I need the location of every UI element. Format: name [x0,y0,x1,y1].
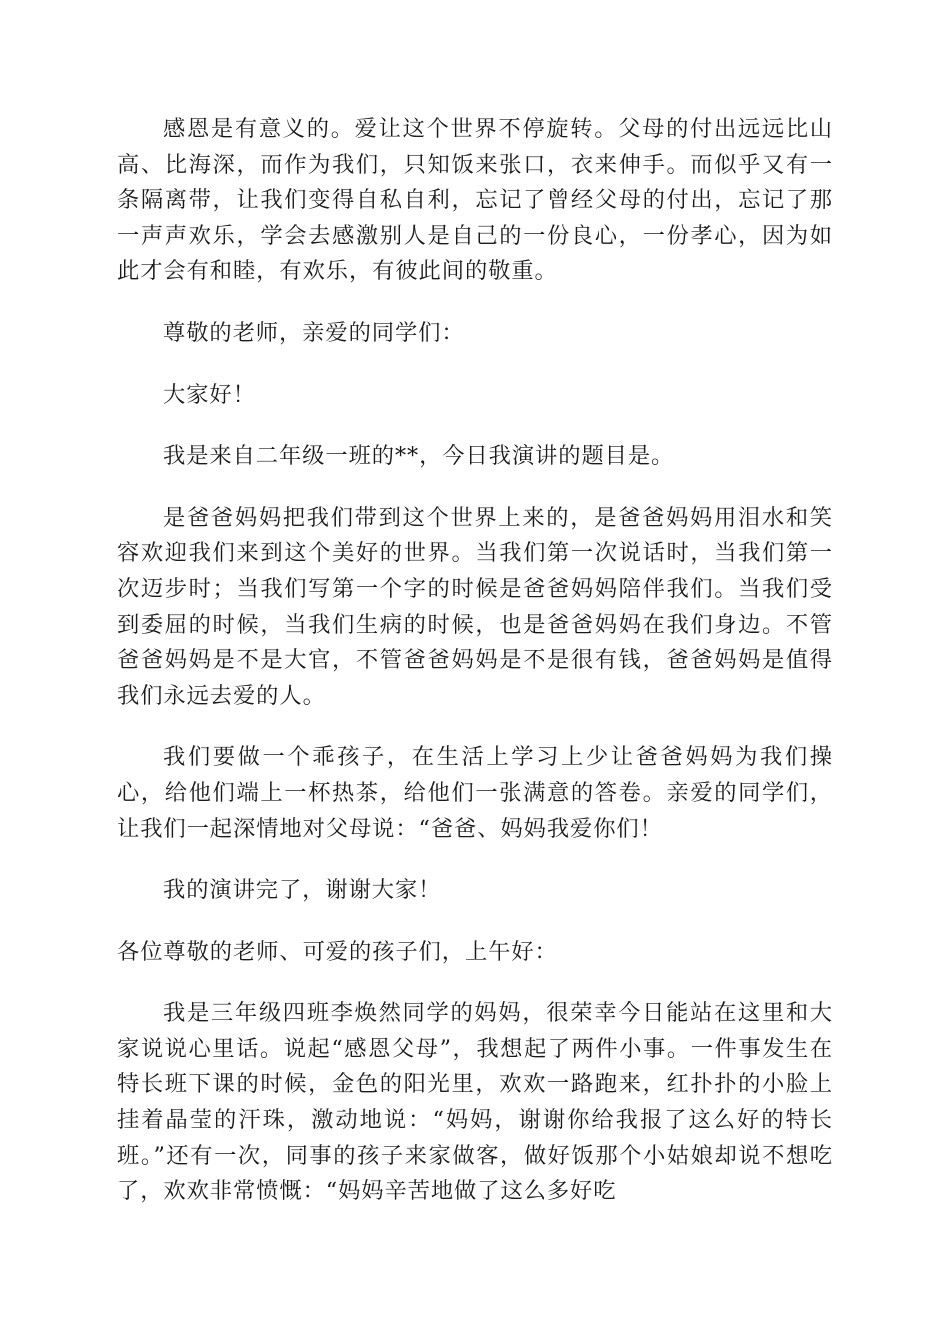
paragraph-mother-speech: 我是三年级四班李焕然同学的妈妈，很荣幸今日能站在这里和大家说说心里话。说起“感恩父母”，我想起了两件小事。一件事发生在特长班下课的时候，金色的阳光里，欢欢一路跑来，红扑扑的小脸上挂着晶莹的汗珠，激动地说：“妈妈，谢谢你给我报了这么好的特长班。”还有一次，同事的孩子来家做客，做好饭那个小姑娘却说不想吃了，欢欢非常愤慨：“妈妈辛苦地做了这么多好吃 [117,1000,833,1205]
paragraph-parents-care: 是爸爸妈妈把我们带到这个世界上来的，是爸爸妈妈用泪水和笑容欢迎我们来到这个美好的世界。当我们第一次说话时，当我们第一次迈步时；当我们写第一个字的时候是爸爸妈妈陪伴我们。当我们受到委屈的时候，当我们生病的时候，也是爸爸妈妈在我们身边。不管爸爸妈妈是不是大官，不管爸爸妈妈是不是很有钱，爸爸妈妈是值得我们永远去爱的人。 [117,504,833,709]
paragraph-good-child: 我们要做一个乖孩子，在生活上学习上少让爸爸妈妈为我们操心，给他们端上一杯热茶，给他们一张满意的答卷。亲爱的同学们，让我们一起深情地对父母说：“爸爸、妈妈我爱你们！ [117,744,833,842]
paragraph-second-salutation: 各位尊敬的老师、可爱的孩子们，上午好： [117,938,558,965]
document-body [117,112,833,1236]
paragraph-greeting: 大家好！ [163,381,256,408]
paragraph-gratitude-meaning: 感恩是有意义的。爱让这个世界不停旋转。父母的付出远远比山高、比海深，而作为我们，只知饭来张口，衣来伸手。而似乎又有一条隔离带，让我们变得自私自利，忘记了曾经父母的付出，忘记了那一声声欢乐，学会去感激别人是自己的一份良心，一份孝心，因为如此才会有和睦，有欢乐，有彼此间的敬重。 [117,116,833,285]
paragraph-closing: 我的演讲完了，谢谢大家！ [163,877,442,904]
paragraph-introduction: 我是来自二年级一班的**，今日我演讲的题目是。 [163,443,675,470]
paragraph-salutation: 尊敬的老师，亲爱的同学们： [163,319,465,346]
